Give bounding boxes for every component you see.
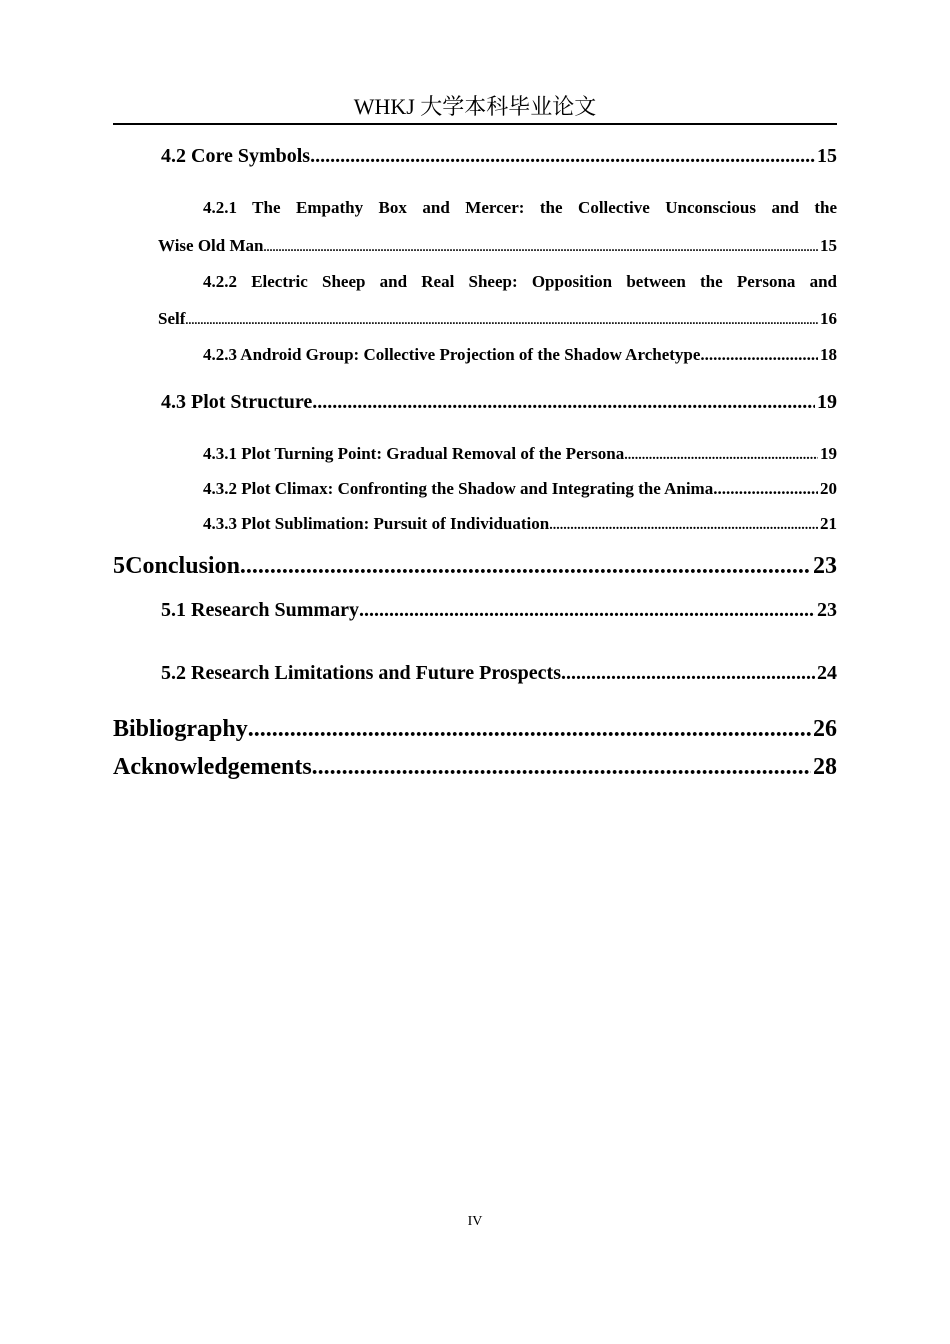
toc-page-number: 21 <box>820 514 837 533</box>
toc-page-number: 24 <box>817 662 837 684</box>
toc-page-number: 28 <box>813 754 837 780</box>
page-footer-number: IV <box>467 1214 483 1229</box>
toc-title: 4.3.2 Plot Climax: Confronting the Shadow and Integrating the Anima <box>203 479 714 498</box>
toc-title: 4.2.2 Electric Sheep and Real Sheep: Opposition between the Persona and <box>203 272 837 291</box>
toc-page-number: 23 <box>817 599 837 621</box>
toc-page-number: 16 <box>820 309 837 328</box>
toc-title: 4.3 Plot Structure <box>161 391 313 413</box>
toc-title: 4.3.1 Plot Turning Point: Gradual Removal of the Persona <box>203 444 625 463</box>
toc-title: Wise Old Man <box>158 236 264 255</box>
toc-entry-4-2-1-line2[interactable] <box>158 236 837 256</box>
toc-title: Self <box>158 309 186 328</box>
toc-leader-dots <box>312 391 815 414</box>
toc-leader-dots <box>240 553 811 580</box>
toc-page-number: 15 <box>820 236 837 255</box>
toc-leader-dots <box>561 662 815 685</box>
toc-title: 5.2 Research Limitations and Future Prospects <box>161 662 561 684</box>
toc-entry-4-2-2-line2[interactable] <box>158 309 837 329</box>
toc-entry-5-1[interactable] <box>161 599 837 622</box>
toc-page-number: 20 <box>820 479 837 498</box>
toc-entry-4-2-3[interactable] <box>203 345 837 365</box>
toc-leader-dots <box>185 313 818 328</box>
toc-entry-4-2[interactable] <box>161 145 837 168</box>
toc-entry-4-3-3[interactable] <box>203 514 837 534</box>
toc-leader-dots <box>359 599 815 622</box>
toc-leader-dots <box>549 518 818 534</box>
toc-title: 5.1 Research Summary <box>161 599 359 621</box>
toc-entry-4-3-2[interactable] <box>203 479 837 499</box>
toc-entry-acknowledgements[interactable] <box>113 754 837 781</box>
toc-entry-4-3[interactable] <box>161 391 837 414</box>
toc-entry-bibliography[interactable] <box>113 716 837 743</box>
toc-title: 4.2.1 The Empathy Box and Mercer: the Collective Unconscious and the <box>203 198 837 217</box>
page-header-title: WHKJ 大学本科毕业论文 <box>353 94 597 119</box>
toc-page-number: 15 <box>817 145 837 167</box>
toc-entry-4-3-1[interactable] <box>203 444 837 464</box>
toc-entry-5-2[interactable] <box>161 662 837 685</box>
header-rule <box>113 123 837 125</box>
toc-leader-dots <box>713 479 818 499</box>
toc-page-number: 19 <box>817 391 837 413</box>
toc-entry-4-2-1-line1[interactable] <box>203 198 837 218</box>
toc-title: Bibliography <box>113 716 248 742</box>
toc-leader-dots <box>700 345 818 365</box>
toc-chapter-number: 5 <box>113 553 125 579</box>
toc-page-number: 26 <box>813 716 837 742</box>
toc-title: Conclusion <box>125 553 240 579</box>
toc-title: 4.3.3 Plot Sublimation: Pursuit of Individuation <box>203 514 550 533</box>
toc-leader-dots <box>263 240 818 255</box>
toc-title: 4.2 Core Symbols <box>161 145 311 167</box>
toc-entry-4-2-2-line1[interactable] <box>203 272 837 292</box>
toc-leader-dots <box>312 754 811 781</box>
toc-leader-dots <box>310 145 815 168</box>
toc-title: Acknowledgements <box>113 754 312 780</box>
toc-leader-dots <box>248 716 811 743</box>
toc-entry-5[interactable] <box>113 553 837 580</box>
toc-page-number: 23 <box>813 553 837 579</box>
toc-page-number: 18 <box>820 345 837 364</box>
toc-title: 4.2.3 Android Group: Collective Projection of the Shadow Archetype <box>203 345 701 364</box>
toc-page-number: 19 <box>820 444 837 463</box>
toc-leader-dots <box>624 448 818 464</box>
